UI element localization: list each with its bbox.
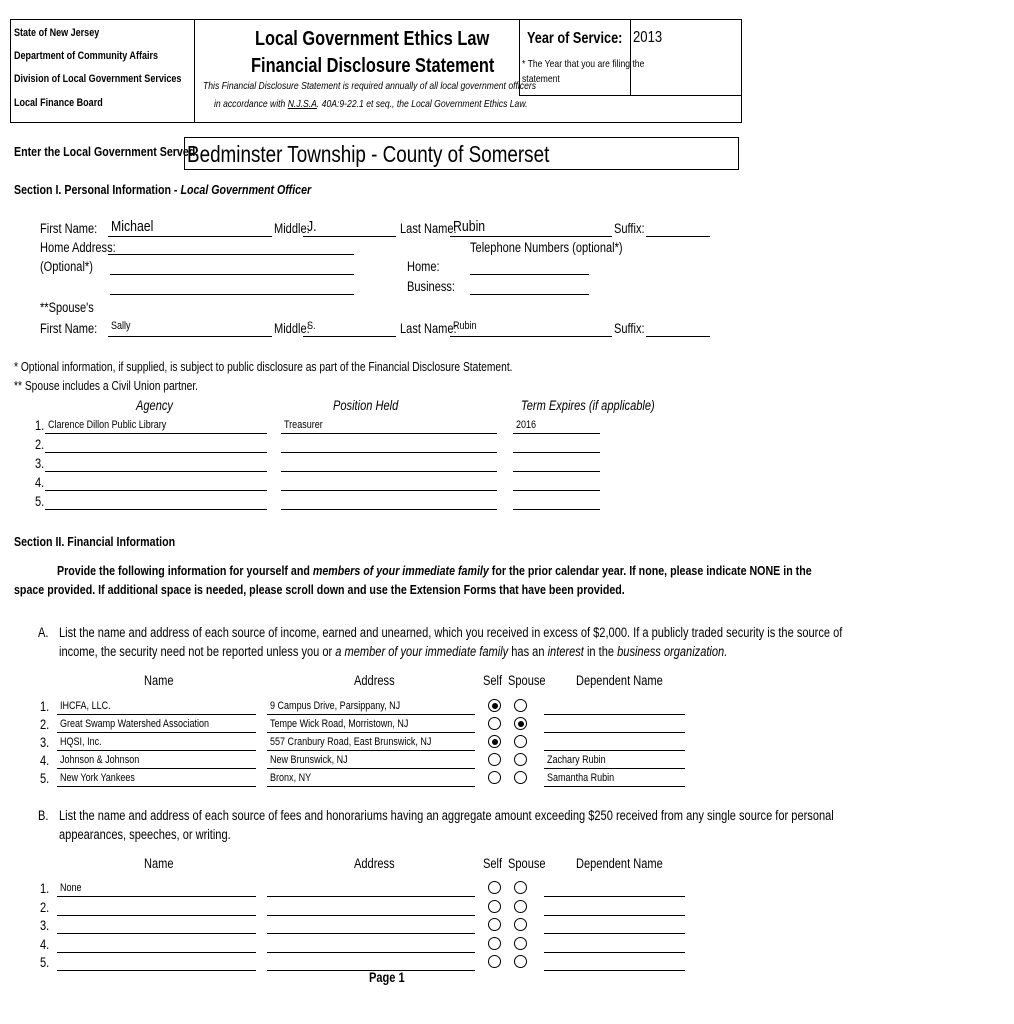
self-radio[interactable] <box>488 937 501 950</box>
source-address[interactable]: Bronx, NY <box>270 772 312 784</box>
note-optional: * Optional information, if supplied, is subject to public disclosure as part of the Financial Disclosure Statement. <box>14 360 513 374</box>
spouse-first-name-label: First Name: <box>40 321 98 336</box>
spouse-middle-value[interactable]: S. <box>307 320 316 332</box>
self-radio[interactable] <box>488 753 501 766</box>
year-value[interactable]: 2013 <box>633 29 663 46</box>
home-address-line-1[interactable] <box>108 254 354 255</box>
spouse-radio[interactable] <box>514 699 527 712</box>
page-number: Page 1 <box>369 970 405 985</box>
part-b-header-name: Name <box>144 856 174 871</box>
source-name[interactable]: HQSI, Inc. <box>60 736 102 748</box>
section2-intro-line2: space provided. If additional space is needed, please scroll down and use the Extension Forms that have been provided. <box>14 582 625 597</box>
statute-ref: N.J.S.A <box>287 98 317 110</box>
agency-line-3: Division of Local Government Services <box>14 73 182 85</box>
position-term[interactable] <box>513 452 600 453</box>
government-value: Bedminster Township - County of Somerset <box>187 141 550 167</box>
business-phone-label: Business: <box>407 279 455 294</box>
source-name[interactable]: Johnson & Johnson <box>60 754 140 766</box>
first-name-label: First Name: <box>40 221 98 236</box>
position-held[interactable] <box>281 452 497 453</box>
part-b-letter: B. <box>38 808 49 823</box>
spouse-radio[interactable] <box>514 771 527 784</box>
government-label: Enter the Local Government Served: <box>14 144 199 159</box>
spouse-last-name-value[interactable]: Rubin <box>453 320 477 332</box>
source-name[interactable]: Great Swamp Watershed Association <box>60 718 210 730</box>
optional-label: (Optional*) <box>40 259 93 274</box>
middle-label: Middle: <box>274 221 310 236</box>
notice-line1: This Financial Disclosure Statement is required annually of all local government officers <box>203 80 537 92</box>
part-b-header-address: Address <box>354 856 395 871</box>
spouse-radio[interactable] <box>514 918 527 931</box>
part-b-header-self: Self <box>483 856 503 871</box>
spouse-last-name-label: Last Name: <box>400 321 457 336</box>
self-radio[interactable] <box>488 717 501 730</box>
notice-line2: in accordance with N.J.S.A. 40A:9-22.1 et seq., the Local Government Ethics Law. <box>214 98 528 110</box>
business-phone-field[interactable] <box>470 294 589 295</box>
spouse-radio[interactable] <box>514 735 527 748</box>
position-held[interactable]: Treasurer <box>284 419 323 431</box>
position-held[interactable] <box>281 471 497 472</box>
middle-value[interactable]: J. <box>307 218 317 235</box>
position-held[interactable] <box>281 490 497 491</box>
position-agency[interactable] <box>45 471 267 472</box>
home-address-line-2[interactable] <box>110 274 354 275</box>
dependent-name[interactable]: Zachary Rubin <box>547 754 606 766</box>
year-label: Year of Service: <box>527 30 623 47</box>
source-address[interactable]: 9 Campus Drive, Parsippany, NJ <box>270 700 401 712</box>
section2-title: Section II. Financial Information <box>14 534 176 549</box>
spouse-radio[interactable] <box>514 937 527 950</box>
part-a-header-dependent: Dependent Name <box>576 673 663 688</box>
part-a-text-line2: income, the security need not be reported unless you or a member of your immediate family has an interest in the business organization. <box>59 644 728 659</box>
source-address[interactable]: Tempe Wick Road, Morristown, NJ <box>270 718 409 730</box>
self-radio[interactable] <box>488 699 501 712</box>
part-b-text-line1: List the name and address of each source of fees and honorariums having an aggregate amount exceeding $250 received from any single source for personal <box>59 808 834 823</box>
agency-line-1: State of New Jersey <box>14 27 100 39</box>
source-address[interactable]: New Brunswick, NJ <box>270 754 348 766</box>
spouse-radio[interactable] <box>514 881 527 894</box>
form-title-line2: Financial Disclosure Statement <box>251 55 495 77</box>
source-name[interactable]: IHCFA, LLC. <box>60 700 111 712</box>
suffix-label: Suffix: <box>614 221 645 236</box>
suffix-field[interactable] <box>646 236 710 237</box>
self-radio[interactable] <box>488 735 501 748</box>
note-spouse: ** Spouse includes a Civil Union partner. <box>14 379 199 393</box>
spouse-label: **Spouse's <box>40 300 94 315</box>
year-note: * The Year that you are filing the statement <box>522 58 645 85</box>
part-a-letter: A. <box>38 625 49 640</box>
source-name[interactable]: None <box>60 882 82 894</box>
self-radio[interactable] <box>488 881 501 894</box>
spouse-radio[interactable] <box>514 955 527 968</box>
home-address-label: Home Address: <box>40 240 116 255</box>
part-a-header-self: Self <box>483 673 503 688</box>
part-b-header-dependent: Dependent Name <box>576 856 663 871</box>
self-radio[interactable] <box>488 918 501 931</box>
spouse-suffix-label: Suffix: <box>614 321 645 336</box>
self-radio[interactable] <box>488 900 501 913</box>
source-name[interactable]: New York Yankees <box>60 772 135 784</box>
spouse-radio[interactable] <box>514 753 527 766</box>
spouse-suffix-field[interactable] <box>646 336 710 337</box>
position-term[interactable] <box>513 509 600 510</box>
source-address[interactable]: 557 Cranbury Road, East Brunswick, NJ <box>270 736 432 748</box>
position-agency[interactable]: Clarence Dillon Public Library <box>48 419 167 431</box>
self-radio[interactable] <box>488 955 501 968</box>
agency-line-4: Local Finance Board <box>14 97 103 109</box>
agency-line-2: Department of Community Affairs <box>14 50 158 62</box>
position-agency[interactable] <box>45 490 267 491</box>
position-agency[interactable] <box>45 452 267 453</box>
form-title-line1: Local Government Ethics Law <box>255 28 490 50</box>
dependent-name[interactable]: Samantha Rubin <box>547 772 615 784</box>
spouse-radio[interactable] <box>514 717 527 730</box>
first-name-value[interactable]: Michael <box>111 218 154 235</box>
part-b-text-line2: appearances, speeches, or writing. <box>59 827 231 842</box>
positions-header-position: Position Held <box>333 398 399 413</box>
section2-intro-line1: Provide the following information for yourself and members of your immediate family for the prior calendar year. If none, please indicate NONE in the <box>57 563 812 578</box>
position-term[interactable]: 2016 <box>516 419 537 431</box>
position-term[interactable] <box>513 471 600 472</box>
position-held[interactable] <box>281 509 497 510</box>
part-a-header-address: Address <box>354 673 395 688</box>
government-field[interactable] <box>184 137 739 170</box>
part-a-header-name: Name <box>144 673 174 688</box>
last-name-value[interactable]: Rubin <box>453 218 486 235</box>
positions-header-term: Term Expires (if applicable) <box>521 398 655 413</box>
part-b-header-spouse: Spouse <box>508 856 546 871</box>
part-a-text-line1: List the name and address of each source of income, earned and unearned, which you received in excess of $2,000. If a publicly traded security is the source of <box>59 625 843 640</box>
position-agency[interactable] <box>45 509 267 510</box>
self-radio[interactable] <box>488 771 501 784</box>
last-name-label: Last Name: <box>400 221 457 236</box>
spouse-first-name-value[interactable]: Sally <box>111 320 131 332</box>
home-address-line-3[interactable] <box>110 294 354 295</box>
home-phone-label: Home: <box>407 259 440 274</box>
telephone-label: Telephone Numbers (optional*) <box>470 240 623 255</box>
positions-header-agency: Agency <box>136 398 173 413</box>
section1-title: Section I. Personal Information - Local Government Officer <box>14 182 312 197</box>
position-term[interactable] <box>513 490 600 491</box>
spouse-middle-label: Middle: <box>274 321 310 336</box>
home-phone-field[interactable] <box>470 274 589 275</box>
spouse-radio[interactable] <box>514 900 527 913</box>
part-a-header-spouse: Spouse <box>508 673 546 688</box>
